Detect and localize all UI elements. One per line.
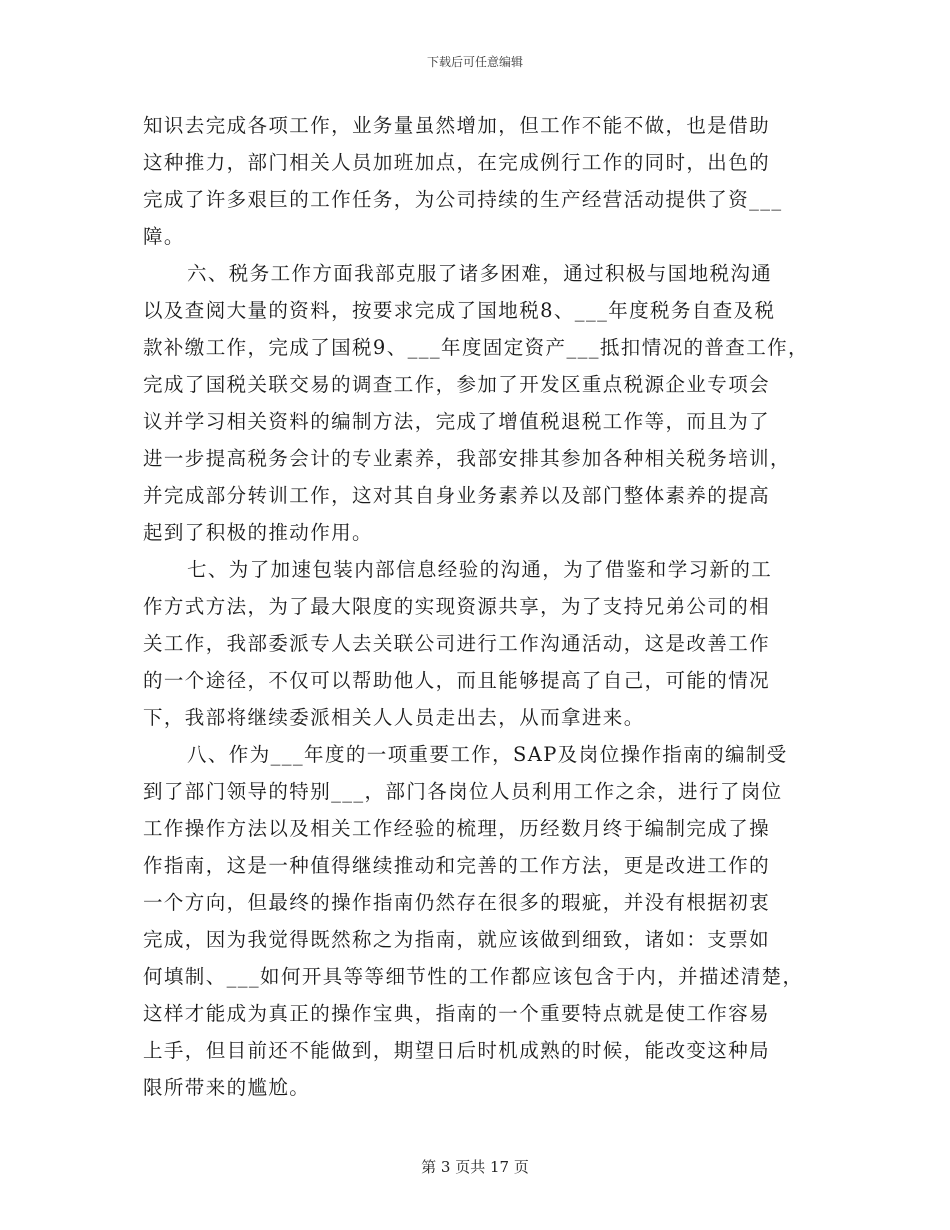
text-line: 的一个途径，不仅可以帮助他人，而且能够提高了自己，可能的情况 [143,669,771,692]
text-line: 限所带来的尴尬。 [143,1076,311,1099]
text-line: 何填制、___如何开具等等细节性的工作都应该包含于内，并描述清楚， [143,965,804,988]
text-line: 到了部门领导的特别___，部门各岗位人员利用工作之余，进行了岗位 [143,780,783,803]
page-number: 第 3 页共 17 页 [421,1158,529,1176]
text-line: 八、作为___年度的一项重要工作，SAP及岗位操作指南的编制受 [187,743,788,766]
text-line: 七、为了加速包装内部信息经验的沟通，为了借鉴和学习新的工 [187,558,773,581]
text-line: 这样才能成为真正的操作宝典，指南的一个重要特点就是使工作容易 [143,1002,771,1025]
text-line: 完成，因为我觉得既然称之为指南，就应该做到细致，诸如：支票如 [143,928,771,951]
text-line: 完成了许多艰巨的工作任务，为公司持续的生产经营活动提供了资___ [143,188,783,211]
text-line: 作指南，这是一种值得继续推动和完善的工作方法，更是改进工作的 [143,854,771,877]
text-line: 进一步提高税务会计的专业素养，我部安排其参加各种相关税务培训， [143,447,791,470]
text-line: 关工作，我部委派专人去关联公司进行工作沟通活动，这是改善工作 [143,632,771,655]
text-line: 障。 [143,225,185,248]
text-line: 款补缴工作，完成了国税9、___年度固定资产___抵扣情况的普查工作， [143,336,809,359]
page-header: 下载后可任意编辑 [426,55,523,69]
text-line: 这种推力，部门相关人员加班加点，在完成例行工作的同时，出色的 [143,151,771,174]
text-line: 议并学习相关资料的编制方法，完成了增值税退税工作等，而且为了 [143,410,771,433]
text-line: 一个方向，但最终的操作指南仍然存在很多的瑕疵，并没有根据初衷 [143,891,771,914]
text-line: 完成了国税关联交易的调查工作，参加了开发区重点税源企业专项会 [143,373,771,396]
text-line: 以及查阅大量的资料，按要求完成了国地税8、___年度税务自查及税 [143,299,776,322]
text-line: 工作操作方法以及相关工作经验的梳理，历经数月终于编制完成了操 [143,817,771,840]
text-line: 并完成部分转训工作，这对其自身业务素养以及部门整体素养的提高 [143,484,771,507]
text-line: 起到了积极的推动作用。 [143,521,373,544]
text-line: 六、税务工作方面我部克服了诸多困难，通过积极与国地税沟通 [187,262,773,285]
text-line: 上手，但目前还不能做到，期望日后时机成熟的时候，能改变这种局 [143,1039,771,1062]
text-line: 下，我部将继续委派相关人人员走出去，从而拿进来。 [143,706,645,729]
text-line: 作方式方法，为了最大限度的实现资源共享，为了支持兄弟公司的相 [143,595,771,618]
text-line: 知识去完成各项工作，业务量虽然增加，但工作不能不做，也是借助 [143,114,771,137]
